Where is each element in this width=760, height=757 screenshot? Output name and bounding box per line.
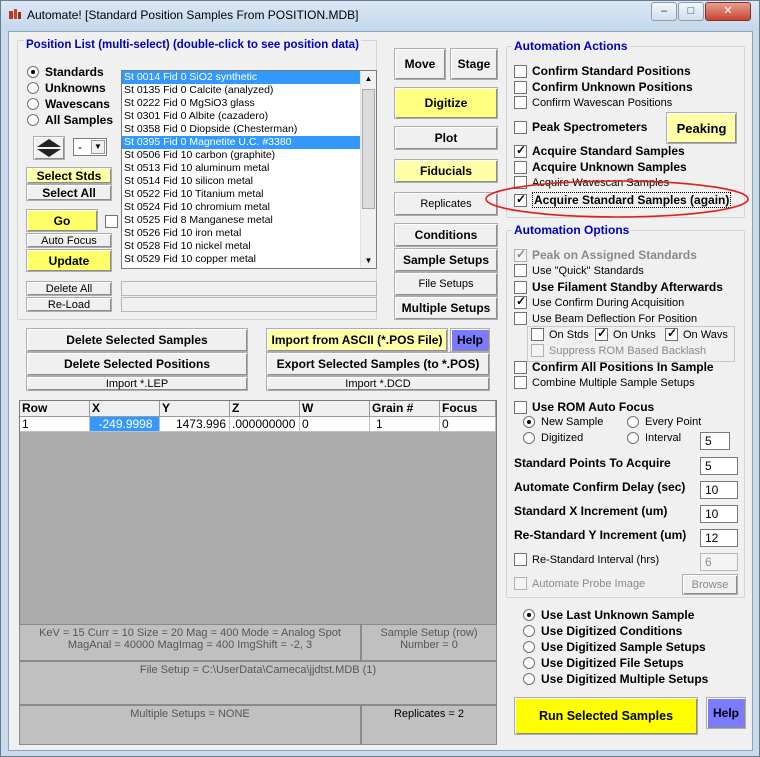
dropdown-arrow-icon[interactable]: ▼ [91,140,105,154]
scroll-down-icon[interactable]: ▼ [364,256,373,265]
list-item[interactable]: St 0301 Fid 0 Albite (cazadero) [124,110,269,122]
browse-button[interactable]: Browse [682,574,738,595]
file-setup-status: File Setup = C:\UserData\Cameca\jjdtst.MDB (1) [19,661,497,705]
on-stds-checkbox[interactable]: On Stds [531,328,589,341]
filament-standby-checkbox[interactable]: Use Filament Standby Afterwards [514,280,723,294]
cell-grain[interactable]: 1 [370,417,440,432]
help-button-run[interactable]: Help [706,697,746,729]
radio-standards[interactable]: Standards [27,65,104,79]
replicates-button[interactable]: Replicates [394,192,498,216]
confirm-delay-field[interactable]: 10 [700,481,738,499]
list-item[interactable]: St 0526 Fid 10 iron metal [124,227,242,239]
run-option-radio-4[interactable]: Use Digitized Multiple Setups [523,672,708,686]
maximize-icon: □ [687,5,695,17]
action-checkbox-0[interactable]: Confirm Standard Positions [514,64,691,78]
grid-header-z: Z [230,401,300,417]
std-x-label: Standard X Increment (um) [514,504,668,518]
position-list-label: Position List (multi-select) (double-click to see position data) [26,39,359,51]
run-option-radio-3[interactable]: Use Digitized File Setups [523,656,684,670]
reload-button[interactable]: Re-Load [26,297,112,312]
position-listbox[interactable] [121,70,377,269]
cell-z[interactable]: .000000000 [230,417,300,432]
cell-row[interactable]: 1 [20,417,90,432]
confirm-all-checkbox[interactable]: Confirm All Positions In Sample [514,360,714,374]
fiducials-button[interactable]: Fiducials [394,159,498,183]
sample-setup-status: Sample Setup (row) Number = 0 [361,624,497,661]
info-field-1 [121,281,377,296]
minimize-icon: – [660,5,668,17]
list-item[interactable]: St 0524 Fid 10 chromium metal [124,201,270,213]
list-item[interactable]: St 0014 Fid 0 SiO2 synthetic [122,71,376,84]
radio-interval[interactable]: Interval [627,432,681,444]
list-item[interactable]: St 0525 Fid 8 Manganese metal [124,214,273,226]
delete-selected-positions-button[interactable]: Delete Selected Positions [26,352,248,376]
probe-image-checkbox[interactable]: Automate Probe Image [514,577,645,590]
grid-header-y: Y [160,401,230,417]
conditions-status: KeV = 15 Curr = 10 Size = 20 Mag = 400 Mode = Analog Spot MagAnal = 40000 MagImag = 400 ImgShift = -2, 3 [19,624,361,661]
restd-y-label: Re-Standard Y Increment (um) [514,528,687,542]
run-selected-samples-button[interactable]: Run Selected Samples [514,697,698,735]
multiple-setups-button[interactable]: Multiple Setups [394,296,498,320]
select-stds-button[interactable]: Select Stds [26,167,112,184]
action-checkbox-1[interactable]: Confirm Unknown Positions [514,80,693,94]
delete-all-button[interactable]: Delete All [26,281,112,296]
restd-interval-field[interactable]: 6 [700,553,738,571]
automation-actions-label: Automation Actions [514,39,628,53]
position-grid[interactable] [19,400,497,630]
conditions-button[interactable]: Conditions [394,223,498,247]
restd-y-field[interactable]: 12 [700,529,738,547]
grid-header-w: W [300,401,370,417]
replicates-status: Replicates = 2 [361,705,497,745]
suppress-rom-checkbox[interactable]: Suppress ROM Based Backlash [531,344,706,357]
auto-focus-button[interactable]: Auto Focus [26,233,112,248]
combo-box[interactable]: - ▼ [73,138,107,156]
cell-x[interactable]: -249.9998 [90,417,160,432]
action-checkbox-3[interactable]: Peak Spectrometers [514,120,647,134]
table-row[interactable] [20,417,496,432]
radio-digitized[interactable]: Digitized [523,432,583,444]
grid-header-x: X [90,401,160,417]
on-unks-checkbox[interactable]: ✓ On Unks [595,328,656,341]
action-checkbox-6[interactable]: Acquire Wavescan Samples [514,176,669,189]
delete-selected-samples-button[interactable]: Delete Selected Samples [26,328,248,352]
import-ascii-button[interactable]: Import from ASCII (*.POS File) [266,328,448,352]
title-bar [1,1,759,31]
grid-header [20,401,496,417]
radio-wavescans[interactable]: Wavescans [27,97,110,111]
confirm-during-checkbox[interactable]: ✓ Use Confirm During Acquisition [514,296,684,309]
on-wavs-checkbox[interactable]: ✓ On Wavs [665,328,728,341]
select-all-button[interactable]: Select All [26,184,112,201]
run-option-radio-0[interactable]: Use Last Unknown Sample [523,608,694,622]
combine-multiple-checkbox[interactable]: Combine Multiple Sample Setups [514,376,695,389]
beam-deflection-checkbox[interactable]: Use Beam Deflection For Position [514,312,697,325]
close-icon: ✕ [723,5,733,17]
import-dcd-button[interactable]: Import *.DCD [266,376,490,391]
grid-header-row: Row [20,401,90,417]
plot-button[interactable]: Plot [394,126,498,150]
import-lep-button[interactable]: Import *.LEP [26,376,248,391]
multiple-setups-status: Multiple Setups = NONE [19,705,361,745]
peaking-button[interactable]: Peaking [666,112,737,144]
app-icon [8,8,22,22]
grid-header-focus: Focus [440,401,496,417]
std-points-field[interactable]: 5 [700,457,738,475]
export-samples-button[interactable]: Export Selected Samples (to *.POS) [266,352,490,376]
automation-options-label: Automation Options [514,223,630,237]
run-option-radio-1[interactable]: Use Digitized Conditions [523,624,682,638]
cell-w[interactable]: 0 [300,417,370,432]
scroll-up-icon[interactable]: ▲ [364,74,373,83]
scroll-thumb[interactable] [362,89,375,209]
minimize-button[interactable] [651,2,677,21]
cell-focus[interactable]: 0 [440,417,496,432]
list-item[interactable]: St 0528 Fid 10 nickel metal [124,240,251,252]
list-item[interactable]: St 0395 Fid 0 Magnetite U.C. #3380 [122,136,376,149]
updown-button[interactable] [33,136,65,160]
rom-autofocus-checkbox[interactable]: Use ROM Auto Focus [514,400,654,414]
help-button-lower[interactable]: Help [450,328,490,352]
stage-button[interactable]: Stage [450,48,498,80]
window-title: Automate! [Standard Position Samples From POSITION.MDB] [27,8,359,22]
cell-y[interactable]: 1473.996 [160,417,230,432]
go-button[interactable]: Go [26,209,98,232]
run-option-radio-2[interactable]: Use Digitized Sample Setups [523,640,706,654]
highlight-ellipse [483,178,751,220]
confirm-delay-label: Automate Confirm Delay (sec) [514,480,686,494]
info-field-2 [121,297,377,312]
list-item[interactable]: St 0522 Fid 10 Titanium metal [124,188,264,200]
quick-standards-checkbox[interactable]: Use "Quick" Standards [514,264,644,277]
std-points-label: Standard Points To Acquire [514,456,671,470]
list-item[interactable]: St 0529 Fid 10 copper metal [124,253,256,265]
list-item[interactable]: St 0513 Fid 10 aluminum metal [124,162,270,174]
list-item[interactable]: St 0135 Fid 0 Calcite (analyzed) [124,84,274,96]
restd-interval-checkbox[interactable]: Re-Standard Interval (hrs) [514,553,659,566]
list-scrollbar[interactable] [360,71,376,268]
move-button[interactable]: Move [394,48,446,80]
maximize-button[interactable] [678,2,704,21]
action-checkbox-2[interactable]: Confirm Wavescan Positions [514,96,672,109]
radio-unknowns[interactable]: Unknowns [27,81,106,95]
up-down-arrows-icon [35,138,63,158]
list-item[interactable]: St 0506 Fid 10 carbon (graphite) [124,149,276,161]
file-setups-button[interactable]: File Setups [394,272,498,296]
list-item[interactable]: St 0358 Fid 0 Diopside (Chesterman) [124,123,298,135]
sample-setups-button[interactable]: Sample Setups [394,248,498,272]
update-button[interactable]: Update [26,249,112,272]
action-checkbox-7[interactable]: ✓ Acquire Standard Samples (again) [514,192,731,208]
peak-assigned-checkbox[interactable]: ✓ Peak on Assigned Standards [514,248,697,262]
close-button[interactable] [705,2,751,21]
action-checkbox-5[interactable]: Acquire Unknown Samples [514,160,687,174]
std-x-field[interactable]: 10 [700,505,738,523]
digitize-button[interactable]: Digitize [394,87,498,119]
radio-all-samples[interactable]: All Samples [27,113,113,127]
list-item[interactable]: St 0222 Fid 0 MgSiO3 glass [124,97,255,109]
radio-new-sample[interactable]: New Sample [523,416,603,428]
grid-header-grain: Grain # [370,401,440,417]
list-item[interactable]: St 0514 Fid 10 silicon metal [124,175,253,187]
client-area [8,31,753,751]
radio-every-point[interactable]: Every Point [627,416,701,428]
action-checkbox-4[interactable]: ✓ Acquire Standard Samples [514,144,685,158]
interval-field[interactable]: 5 [700,432,730,450]
